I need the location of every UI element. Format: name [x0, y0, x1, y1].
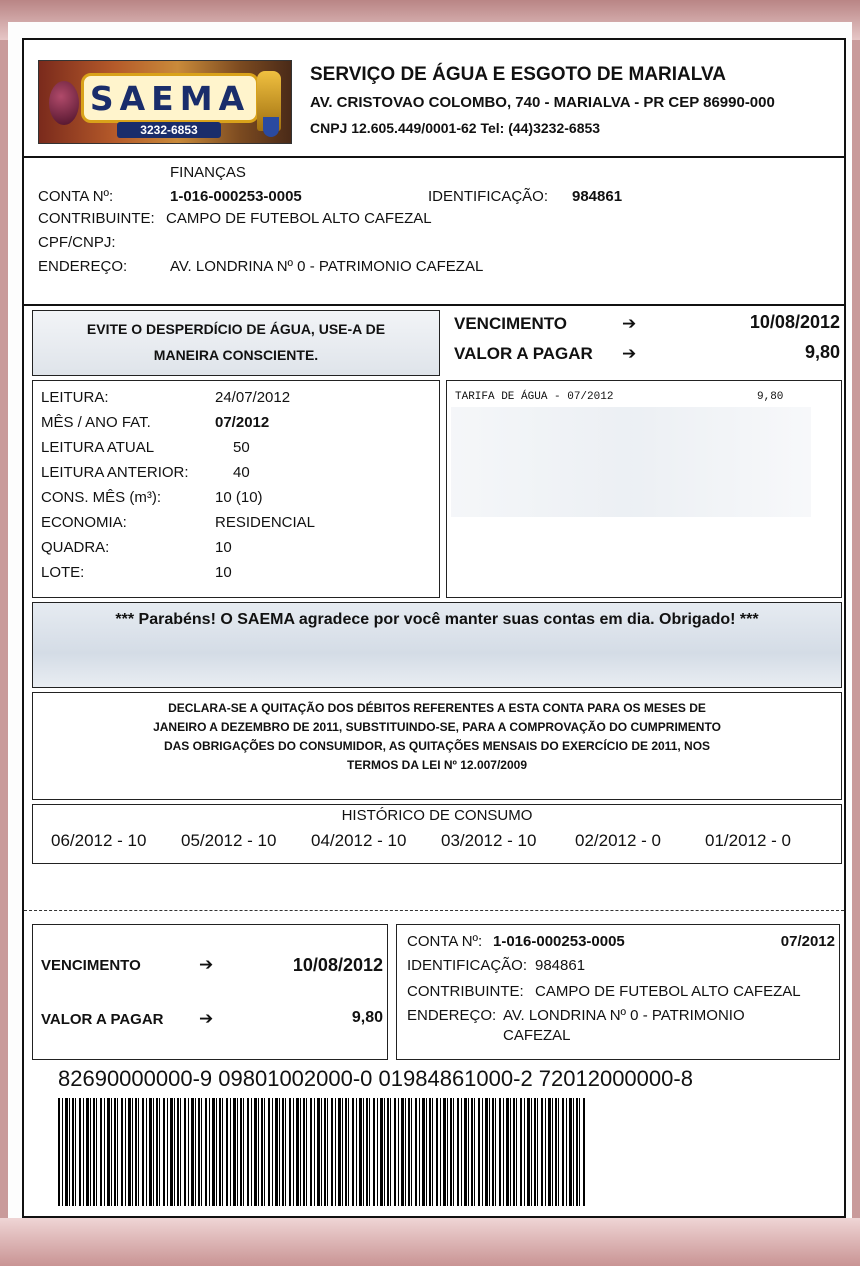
stub-due-box	[32, 924, 388, 1060]
due-date-value: 10/08/2012	[749, 312, 840, 332]
history-box	[32, 804, 842, 864]
history-item: 03/2012 - 10	[441, 831, 537, 850]
reading-value: 10	[215, 539, 232, 556]
stub-conta-value: 1-016-000253-0005	[493, 933, 625, 950]
reading-value: 24/07/2012	[215, 389, 291, 406]
header-divider	[24, 156, 844, 158]
thanks-box	[32, 602, 842, 688]
watermark	[451, 407, 811, 517]
category-label: FINANÇAS	[170, 164, 246, 181]
stub-contrib-value: CAMPO DE FUTEBOL ALTO CAFEZAL	[535, 983, 801, 1000]
reading-box	[32, 380, 440, 598]
shield-icon	[263, 117, 279, 137]
history-title: HISTÓRICO DE CONSUMO	[341, 807, 533, 824]
amount-label: VALOR A PAGAR	[454, 344, 593, 363]
reading-value: 40	[233, 464, 250, 481]
arrow-right-icon: ➔	[199, 1009, 214, 1029]
logo-phone: 3232-6853	[117, 122, 221, 138]
endereco-label: ENDEREÇO:	[38, 258, 128, 275]
stub-endereco-value-2: CAFEZAL	[503, 1027, 571, 1044]
reading-label: CONS. MÊS (m³):	[41, 489, 161, 506]
reading-value: 10	[215, 564, 232, 581]
company-address: AV. CRISTOVAO COLOMBO, 740 - MARIALVA - PR CEP 86990-000	[310, 94, 775, 111]
barcode-number: 82690000000-9 09801002000-0 01984861000-2 72012000000-8	[58, 1066, 693, 1091]
cpf-label: CPF/CNPJ:	[38, 234, 116, 251]
scan-background-bottom	[0, 1218, 860, 1266]
ident-label: IDENTIFICAÇÃO:	[428, 188, 549, 205]
company-name: SERVIÇO DE ÁGUA E ESGOTO DE MARIALVA	[310, 64, 726, 85]
declaration-box	[32, 692, 842, 800]
charges-box	[446, 380, 842, 598]
history-item: 05/2012 - 10	[181, 831, 277, 850]
contrib-value: CAMPO DE FUTEBOL ALTO CAFEZAL	[166, 210, 432, 227]
saema-logo	[38, 60, 292, 144]
stub-endereco-value-1: AV. LONDRINA Nº 0 - PATRIMONIO	[503, 1007, 745, 1024]
amount-value: 9,80	[804, 342, 840, 362]
history-item: 04/2012 - 10	[311, 831, 407, 850]
notice-box	[32, 310, 440, 376]
arrow-right-icon: ➔	[199, 955, 214, 975]
reading-label: QUADRA:	[41, 539, 110, 556]
history-item: 01/2012 - 0	[705, 831, 792, 850]
history-item: 06/2012 - 10	[51, 831, 147, 850]
reading-value: 50	[233, 439, 250, 456]
reading-value: RESIDENCIAL	[215, 514, 316, 531]
due-date-label: VENCIMENTO	[454, 314, 568, 333]
notice-line-1: EVITE O DESPERDÍCIO DE ÁGUA, USE-A DE	[86, 321, 386, 337]
thanks-message: *** Parabéns! O SAEMA agradece por você manter suas contas em dia. Obrigado! ***	[115, 611, 759, 628]
stub-conta-label: CONTA Nº:	[407, 933, 483, 950]
history-item: 02/2012 - 0	[575, 831, 662, 850]
logo-text: SAEMA	[89, 79, 251, 118]
grapes-icon	[49, 81, 79, 125]
bill-frame	[22, 38, 846, 1218]
conta-label: CONTA Nº:	[38, 188, 114, 205]
reading-label: ECONOMIA:	[41, 514, 127, 531]
ident-value: 984861	[572, 188, 623, 205]
reading-value: 07/2012	[215, 414, 270, 431]
reading-value: 10 (10)	[215, 489, 263, 506]
stub-info-box	[396, 924, 840, 1060]
declaration-line-4: TERMOS DA LEI Nº 12.007/2009	[346, 758, 527, 772]
stub-month: 07/2012	[780, 933, 835, 950]
stub-due-value: 10/08/2012	[292, 955, 383, 975]
stub-due-label: VENCIMENTO	[41, 957, 141, 974]
arrow-right-icon: ➔	[622, 314, 637, 334]
declaration-line-2: JANEIRO A DEZEMBRO DE 2011, SUBSTITUINDO-SE, PARA A COMPROVAÇÃO DO CUMPRIMENTO	[153, 720, 721, 734]
declaration-line-1: DECLARA-SE A QUITAÇÃO DOS DÉBITOS REFERENTES A ESTA CONTA PARA OS MESES DE	[168, 701, 706, 715]
endereco-value: AV. LONDRINA Nº 0 - PATRIMONIO CAFEZAL	[170, 258, 484, 275]
info-divider	[24, 304, 844, 306]
stub-ident-value: 984861	[535, 957, 586, 974]
reading-label: LOTE:	[41, 564, 85, 581]
reading-label: LEITURA:	[41, 389, 109, 406]
declaration-text	[33, 699, 841, 775]
charge-item-value: 9,80	[757, 391, 784, 403]
stub-amount-value: 9,80	[351, 1009, 383, 1026]
stub-endereco-label: ENDEREÇO:	[407, 1007, 497, 1024]
barcode	[58, 1098, 586, 1206]
notice-line-2: MANEIRA CONSCIENTE.	[153, 347, 319, 363]
declaration-line-3: DAS OBRIGAÇÕES DO CONSUMIDOR, AS QUITAÇÕES MENSAIS DO EXERCÍCIO DE 2011, NOS	[163, 739, 711, 753]
reading-label: MÊS / ANO FAT.	[41, 414, 151, 431]
contrib-label: CONTRIBUINTE:	[38, 210, 155, 227]
logo-plate	[81, 73, 259, 123]
reading-label: LEITURA ANTERIOR:	[41, 464, 189, 481]
arrow-right-icon: ➔	[622, 344, 637, 364]
stub-contrib-label: CONTRIBUINTE:	[407, 983, 524, 1000]
cut-line	[24, 910, 844, 911]
charge-item-label: TARIFA DE ÁGUA - 07/2012	[455, 391, 614, 403]
conta-value: 1-016-000253-0005	[170, 188, 302, 205]
stub-ident-label: IDENTIFICAÇÃO:	[407, 957, 528, 974]
company-cnpj: CNPJ 12.605.449/0001-62 Tel: (44)3232-6853	[310, 120, 601, 136]
reading-label: LEITURA ATUAL	[41, 439, 155, 456]
stub-amount-label: VALOR A PAGAR	[41, 1011, 164, 1028]
